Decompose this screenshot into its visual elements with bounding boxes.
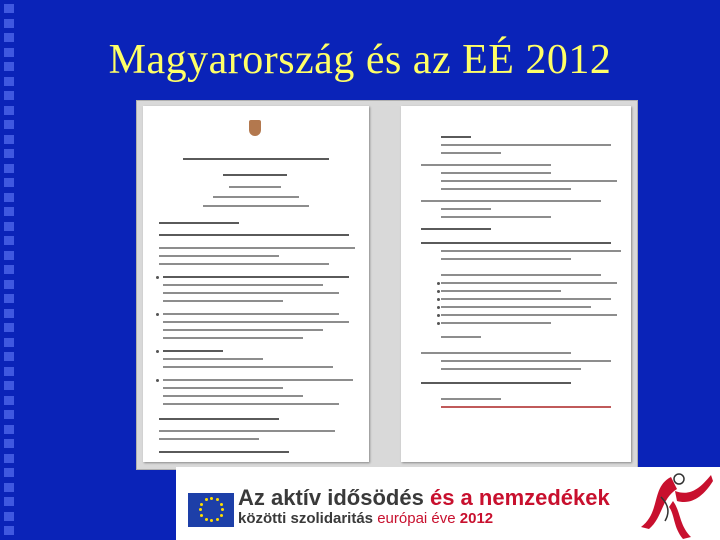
document-text-line: [159, 263, 329, 265]
banner-text-active-ageing: Az aktív idősödés: [238, 485, 424, 510]
document-text-line: [441, 152, 501, 154]
eu-star-icon: [221, 508, 224, 511]
document-text-line: [421, 242, 611, 244]
ey2012-banner: [176, 467, 720, 540]
eu-star-icon: [205, 518, 208, 521]
document-bullet: [156, 350, 159, 353]
eu-star-icon: [200, 514, 203, 517]
ey2012-figure-logo-icon: [631, 467, 716, 540]
document-text-line: [441, 290, 561, 292]
document-text-line: [441, 298, 611, 300]
document-bullet: [156, 379, 159, 382]
document-text-line: [441, 208, 491, 210]
document-text-line: [163, 300, 283, 302]
decorative-square: [4, 19, 14, 28]
document-bullet: [156, 276, 159, 279]
document-text-line: [159, 255, 279, 257]
decorative-square: [4, 251, 14, 260]
document-text-line: [441, 274, 601, 276]
document-text-line: [163, 284, 323, 286]
eu-star-icon: [210, 497, 213, 500]
document-text-line: [441, 172, 551, 174]
decorative-square: [4, 396, 14, 405]
document-text-line: [421, 164, 551, 166]
document-text-line: [163, 358, 263, 360]
decorative-square: [4, 265, 14, 274]
document-text-line: [441, 406, 611, 408]
decorative-square: [4, 323, 14, 332]
document-bullet: [437, 290, 440, 293]
eu-star-icon: [199, 508, 202, 511]
eu-star-icon: [220, 503, 223, 506]
document-text-line: [163, 321, 349, 323]
eu-star-icon: [200, 503, 203, 506]
document-text-line: [441, 306, 591, 308]
decorative-square: [4, 120, 14, 129]
decorative-square: [4, 236, 14, 245]
decorative-square: [4, 512, 14, 521]
decorative-square: [4, 468, 14, 477]
document-text-line: [159, 451, 289, 453]
decorative-square: [4, 439, 14, 448]
document-text-line: [163, 366, 333, 368]
decorative-square: [4, 483, 14, 492]
document-text-line: [441, 180, 617, 182]
decorative-square: [4, 280, 14, 289]
decorative-square: [4, 410, 14, 419]
document-bullet: [437, 282, 440, 285]
document-text-line: [159, 234, 349, 236]
document-text-line: [441, 368, 581, 370]
document-bullet: [437, 306, 440, 309]
document-text-line: [441, 322, 551, 324]
document-preview-panel: [136, 100, 638, 470]
document-text-line: [441, 336, 481, 338]
decorative-square: [4, 149, 14, 158]
eu-star-icon: [216, 498, 219, 501]
document-bullet: [156, 313, 159, 316]
banner-headline: [238, 485, 610, 511]
decorative-square: [4, 294, 14, 303]
document-text-line: [163, 350, 223, 352]
decorative-square: [4, 309, 14, 318]
document-text-line: [441, 144, 611, 146]
document-text-line: [441, 314, 617, 316]
document-text-line: [421, 382, 571, 384]
document-text-line: [163, 329, 323, 331]
document-text-line: [441, 188, 571, 190]
document-bullet: [437, 298, 440, 301]
document-text-line: [163, 292, 339, 294]
decorative-square: [4, 222, 14, 231]
slide-title: Magyarország és az EÉ 2012: [108, 37, 612, 83]
eu-flag-icon: [188, 493, 234, 527]
document-text-line: [159, 430, 335, 432]
document-page-left: [143, 106, 369, 462]
banner-text-solidarity: közötti szolidaritás: [238, 510, 374, 527]
decorative-square: [4, 526, 14, 535]
eu-star-icon: [210, 519, 213, 522]
document-text-line: [441, 250, 621, 252]
document-text-line: [421, 352, 571, 354]
document-text-line: [159, 222, 239, 224]
document-text-line: [441, 258, 571, 260]
decorative-square: [4, 338, 14, 347]
decorative-square: [4, 454, 14, 463]
document-text-line: [159, 247, 355, 249]
eu-star-icon: [216, 518, 219, 521]
document-text-line: [159, 418, 279, 420]
document-text-line: [229, 186, 281, 188]
document-text-line: [441, 216, 551, 218]
decorative-square: [4, 193, 14, 202]
document-page-right: [401, 106, 631, 462]
document-text-line: [163, 337, 303, 339]
eu-star-icon: [220, 514, 223, 517]
document-text-line: [159, 438, 259, 440]
document-text-line: [183, 158, 329, 160]
decorative-square: [4, 425, 14, 434]
decorative-square: [4, 367, 14, 376]
document-text-line: [213, 196, 299, 198]
banner-text-european-year: európai éve: [373, 510, 460, 527]
decorative-square: [4, 106, 14, 115]
document-text-line: [223, 174, 287, 176]
eu-star-icon: [205, 498, 208, 501]
banner-subline: [238, 510, 493, 527]
document-text-line: [163, 379, 353, 381]
decorative-square: [4, 352, 14, 361]
decorative-square: [4, 178, 14, 187]
document-bullet: [437, 314, 440, 317]
banner-text-year: 2012: [459, 510, 494, 527]
document-text-line: [203, 205, 309, 207]
decorative-square: [4, 4, 14, 13]
document-text-line: [421, 228, 491, 230]
decorative-square: [4, 207, 14, 216]
banner-text-and: és a: [423, 485, 479, 510]
decorative-square: [4, 164, 14, 173]
document-text-line: [441, 136, 471, 138]
document-text-line: [163, 313, 339, 315]
decorative-square: [4, 135, 14, 144]
banner-text-generations: nemzedékek: [478, 485, 610, 510]
document-text-line: [441, 360, 611, 362]
document-text-line: [441, 282, 617, 284]
document-bullet: [437, 322, 440, 325]
coat-of-arms-icon: [249, 120, 261, 136]
document-text-line: [163, 387, 283, 389]
decorative-square: [4, 91, 14, 100]
document-text-line: [163, 395, 303, 397]
document-text-line: [163, 403, 339, 405]
document-text-line: [441, 398, 501, 400]
decorative-square: [4, 497, 14, 506]
document-text-line: [421, 200, 601, 202]
decorative-square: [4, 381, 14, 390]
document-text-line: [163, 276, 349, 278]
